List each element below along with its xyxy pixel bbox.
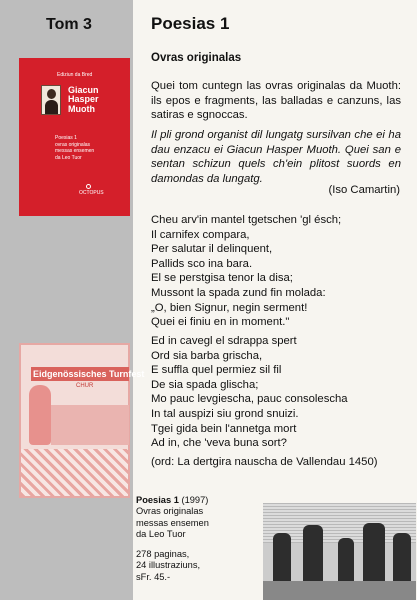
book-desc-line: Ovras originalas: [136, 506, 204, 517]
poem-stanza-1: [151, 213, 411, 330]
poster-town: CHUR: [76, 383, 94, 389]
book-details: [136, 549, 258, 583]
poem-line: In tal auspizi siu grond snuizi.: [151, 407, 299, 420]
author-portrait: [41, 85, 61, 115]
book-title: Poesias 1: [136, 495, 179, 505]
poem-source: (ord: La dertgira nauscha de Vallendau 1450): [151, 456, 378, 468]
cover-publisher: OCTOPUS: [79, 190, 104, 196]
poem-line: Mussont la spada zund fin molada:: [151, 286, 326, 299]
quote-attribution: (Iso Camartin): [328, 184, 400, 196]
section-heading: Ovras originalas: [151, 52, 242, 64]
poem-line: Quei ei finiu en in moment.": [151, 316, 290, 329]
book-year: (1997): [178, 495, 209, 505]
poem-line: De sia spada glischa;: [151, 378, 259, 391]
book-info: [136, 495, 258, 540]
poem-line: Il carnifex compara,: [151, 228, 250, 241]
poem-line: Mo pauc levgiescha, pauc consolescha: [151, 393, 348, 406]
book-desc-line: da Leo Tuor: [136, 528, 186, 539]
cover-edition: Ediziun da Bred: [57, 72, 93, 78]
poem-line: „O, bien Signur, negin serment!: [151, 301, 308, 314]
poem-stanza-2: [151, 334, 411, 451]
poster-figure: [29, 385, 51, 445]
publisher-logo-icon: [86, 184, 91, 189]
intro-paragraph: Quei tom cuntegn las ovras originalas da Muoth: ils epos e fragments, las balladas e canzuns, las satiras e sgnoccas.: [151, 80, 401, 121]
book-cover-image: [19, 58, 130, 216]
poster-banner-text: Eidgenössisches Turnfest: [33, 369, 145, 379]
poem-line: Cheu arv'in mantel tgetschen 'gl ésch;: [151, 214, 342, 226]
poem-line: Per salutar il delinquent,: [151, 243, 273, 256]
poem-line: Pallids sco ina bara.: [151, 257, 253, 270]
poem-line: E suffla quel permiez sil fil: [151, 364, 282, 377]
page-title: Poesias 1: [151, 14, 230, 33]
volume-label: Tom 3: [46, 16, 92, 33]
poem-line: El se perstgisa tenor la disa;: [151, 272, 293, 285]
poster-pattern: [21, 449, 128, 496]
quote-paragraph: Il pli grond organist dil lungatg sursilvan che ei ha dau enzacu ei Giacun Hasper Muoth. Quei san e sentan schizun quels ch'ein plitost suords en damondas da lungatg.: [151, 129, 401, 185]
poem-line: Ord sia barba grischa,: [151, 349, 263, 362]
book-detail-line: 278 paginas,: [136, 549, 190, 559]
poster-scene: [51, 405, 129, 445]
book-desc-line: messas ensemen: [136, 517, 209, 528]
book-detail-line: sFr. 45.-: [136, 571, 171, 582]
poem-line: Ad in, che 'veva buna sort?: [151, 437, 287, 450]
poem-line: Tgei gida bein l'annetga mort: [151, 422, 297, 435]
engraving-illustration: [263, 503, 416, 600]
cover-author: Giacun Hasper Muoth: [68, 85, 99, 114]
poem-line: Ed in cavegl el sdrappa spert: [151, 335, 297, 347]
cover-subtitle: Poesias 1 ovras originalas messas ensemen da Leo Tuor: [55, 135, 95, 161]
poster-illustration: [19, 343, 145, 498]
book-detail-line: 24 illustraziuns,: [136, 560, 201, 571]
